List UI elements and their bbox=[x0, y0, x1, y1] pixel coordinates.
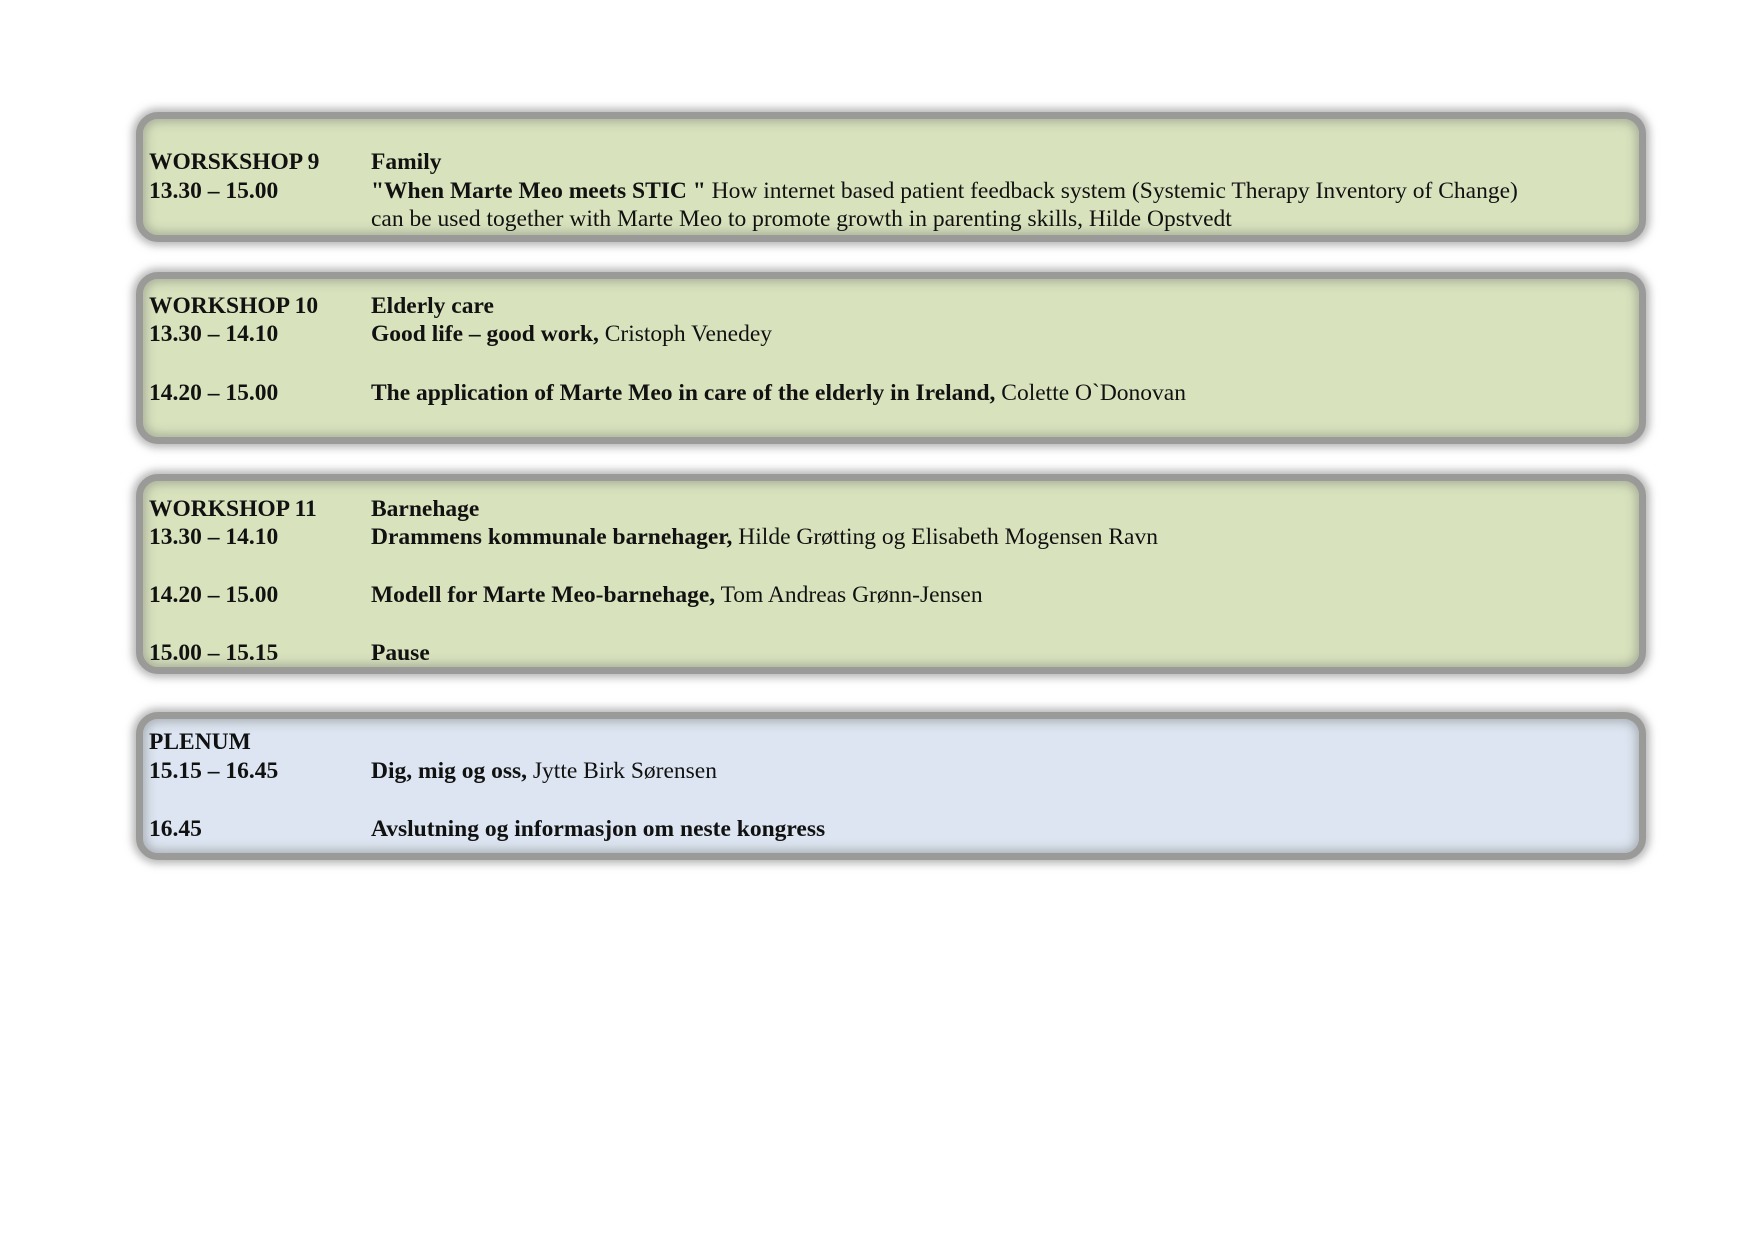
workshop-9-description-1: How internet based patient feedback system (Systemic Therapy Inventory of Change) bbox=[705, 178, 1518, 204]
workshop-10-session-2-time: 14.20 – 15.00 bbox=[149, 380, 279, 406]
workshop-11-session-3-time: 15.00 – 15.15 bbox=[149, 640, 279, 666]
workshop-10-session-1-title: Good life – good work, bbox=[371, 321, 599, 347]
workshop-10-session-1-row bbox=[0, 319, 1754, 349]
plenum-header-row bbox=[0, 727, 1754, 757]
plenum-session-1-row bbox=[0, 756, 1754, 786]
workshop-11-session-1 bbox=[371, 522, 1158, 552]
workshop-9-header-row bbox=[0, 147, 1754, 177]
workshop-11-session-3-title: Pause bbox=[371, 640, 430, 666]
plenum-session-2-row bbox=[0, 814, 1754, 844]
workshop-10-session-2-speaker: Colette O`Donovan bbox=[995, 380, 1186, 406]
workshop-11-session-2-row bbox=[0, 580, 1754, 610]
plenum-session-1-speaker: Jytte Birk Sørensen bbox=[527, 758, 717, 784]
workshop-11-session-1-speaker: Hilde Grøtting og Elisabeth Mogensen Ravn bbox=[732, 524, 1158, 550]
workshop-10-topic: Elderly care bbox=[371, 293, 494, 319]
workshop-10-name: WORKSHOP 10 bbox=[149, 293, 319, 319]
workshop-9-description-2: can be used together with Marte Meo to promote growth in parenting skills, Hilde Opstvedt bbox=[371, 206, 1232, 232]
workshop-11-session-3-row bbox=[0, 638, 1754, 668]
workshop-11-session-1-title: Drammens kommunale barnehager, bbox=[371, 524, 733, 550]
workshop-10-session-1 bbox=[371, 319, 772, 349]
workshop-10-session-2-title: The application of Marte Meo in care of the elderly in Ireland, bbox=[371, 380, 996, 406]
workshop-9-title: "When Marte Meo meets STIC " bbox=[371, 178, 706, 204]
workshop-11-topic: Barnehage bbox=[371, 496, 480, 522]
plenum-name: PLENUM bbox=[149, 729, 251, 755]
workshop-10-session-2 bbox=[371, 378, 1186, 408]
workshop-11-session-2-title: Modell for Marte Meo-barnehage, bbox=[371, 582, 716, 608]
workshop-10-session-1-speaker: Cristoph Venedey bbox=[598, 321, 773, 347]
workshop-10-session-1-time: 13.30 – 14.10 bbox=[149, 321, 279, 347]
workshop-10-header-row bbox=[0, 291, 1754, 321]
workshop-11-session-1-row bbox=[0, 522, 1754, 552]
workshop-9-session-row bbox=[0, 176, 1754, 206]
workshop-11-session-2 bbox=[371, 580, 983, 610]
workshop-9-session bbox=[371, 176, 1518, 206]
plenum-session-1-time: 15.15 – 16.45 bbox=[149, 758, 279, 784]
workshop-9-time: 13.30 – 15.00 bbox=[149, 178, 279, 204]
workshop-11-session-2-speaker: Tom Andreas Grønn-Jensen bbox=[715, 582, 983, 608]
plenum-session-2-title: Avslutning og informasjon om neste kongress bbox=[371, 816, 826, 842]
workshop-11-name: WORKSHOP 11 bbox=[149, 496, 317, 522]
plenum-session-2-time: 16.45 bbox=[149, 816, 202, 842]
workshop-11-header-row bbox=[0, 494, 1754, 524]
plenum-session-1-title: Dig, mig og oss, bbox=[371, 758, 528, 784]
workshop-11-session-2-time: 14.20 – 15.00 bbox=[149, 582, 279, 608]
workshop-10-session-2-row bbox=[0, 378, 1754, 408]
workshop-11-session-1-time: 13.30 – 14.10 bbox=[149, 524, 279, 550]
workshop-9-continuation-row bbox=[0, 204, 1754, 234]
workshop-9-topic: Family bbox=[371, 149, 442, 175]
workshop-9-name: WORSKSHOP 9 bbox=[149, 149, 320, 175]
plenum-session-1 bbox=[371, 756, 717, 786]
